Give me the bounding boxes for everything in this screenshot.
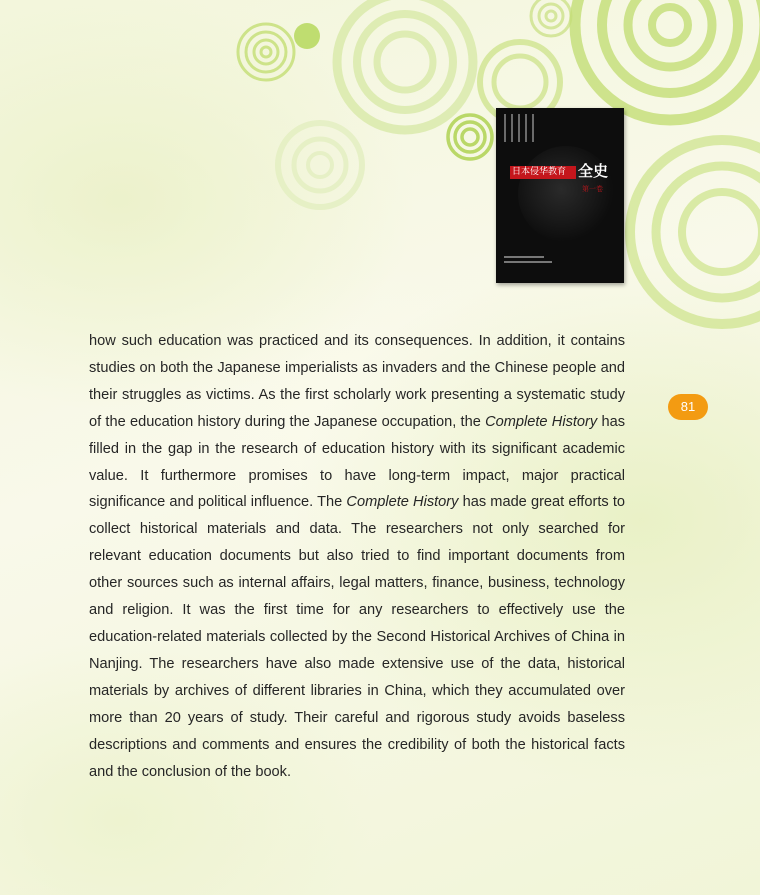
circle-cluster-faint bbox=[278, 123, 362, 207]
circle-cluster-right-lower bbox=[630, 140, 760, 324]
book-cover-image bbox=[496, 108, 624, 283]
cover-title-large: 全史 bbox=[578, 162, 609, 180]
italic-book-title: Complete History bbox=[485, 413, 598, 430]
green-dot bbox=[294, 23, 320, 49]
cover-volume-label: 第一卷 bbox=[582, 186, 603, 193]
text-run: how such education was practiced and its consequences. In addition, it contains studies on both the Japanese imperialists as invaders and the Chinese people and their struggles as victims. As the first scholarly work presenting a systematic study of the education history during the Japanese occupation, the bbox=[89, 333, 625, 430]
body-paragraph bbox=[89, 328, 625, 785]
text-run: has made great efforts to collect historical materials and data. The researchers not only searched for relevant education documents but also tried to find important documents from other sources such as internal affairs, legal matters, finance, business, technology and religion. It was the first time for any researchers to effectively use the education-related materials collected by the Second Historical Archives of China in Nanjing. The researchers have also made extensive use of the data, historical materials by archives of different libraries in China, which they accumulated over more than 20 years of study. Their careful and rigorous study avoids baseless descriptions and comments and ensures the credibility of both the historical facts and the conclusion of the book. bbox=[89, 494, 625, 780]
circle-cluster-small bbox=[448, 115, 492, 159]
circle-cluster-center bbox=[337, 0, 473, 130]
cover-publisher-text bbox=[504, 256, 554, 268]
circle-cluster-top-right bbox=[480, 0, 571, 122]
cover-fingerprint-graphic bbox=[518, 146, 614, 242]
circle-cluster-left bbox=[238, 24, 294, 80]
circle-cluster-right bbox=[575, 0, 760, 120]
text-run: has filled in the gap in the research of education history with its significant academic value. It furthermore promises to have long-term impact, major practical significance and political influence. The bbox=[89, 413, 626, 511]
cover-title: 日本侵华教育 bbox=[512, 167, 567, 177]
italic-book-title: Complete History bbox=[346, 494, 459, 511]
page-number-badge: 81 bbox=[668, 394, 708, 420]
